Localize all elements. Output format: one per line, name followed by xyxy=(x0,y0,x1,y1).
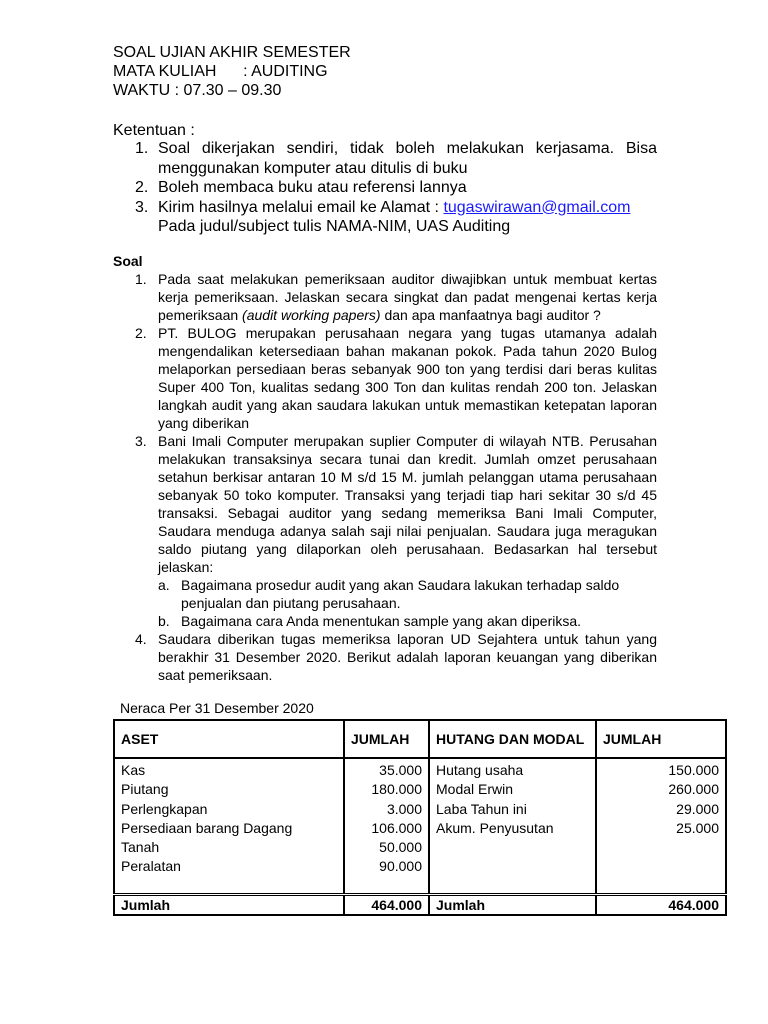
liability-item: Modal Erwin xyxy=(436,781,514,798)
question-number: 3. xyxy=(135,433,147,449)
aset-item: Persediaan barang Dagang xyxy=(121,819,293,836)
ketentuan-item xyxy=(135,139,657,178)
exam-title: SOAL UJIAN AKHIR SEMESTER xyxy=(113,44,351,61)
question-number: 1. xyxy=(135,271,147,287)
liabilities-column xyxy=(429,758,596,895)
aset-value: 106.000 xyxy=(371,819,422,836)
liabilities-values-column xyxy=(596,758,726,895)
aset-item: Tanah xyxy=(121,839,160,856)
item-number: 2. xyxy=(135,179,149,196)
question-text: Pada saat melakukan pemeriksaan auditor diwajibkan untuk membuat kertas kerja pemeriksaan. Jelaskan secara singkat dan padat mengenai kertas kerja pemeriksaan xyxy=(158,271,657,323)
soal-heading: Soal xyxy=(113,253,143,269)
item-text: Boleh membaca buku atau referensi lannya xyxy=(158,179,467,196)
aset-value: 3.000 xyxy=(386,800,422,817)
question-text: Bani Imali Computer merupakan suplier Computer di wilayah NTB. Perusahan melakukan transaksinya secara tunai dan kredit. Jumlah omzet perusahaan setahun berkisar antaran 10 M s/d 15 M. jumlah pelanggan utama perusahaan sebanyak 50 toko komputer. Transaksi yang terjadi tiap hari sekitar 30 s/d 45 transaksi. Sebagai auditor yang sedang memeriksa Bani Imali Computer, Saudara menduga adanya salah saji nilai penjualan. Saudara juga meragukan saldo piutang yang dilaporkan oleh perusahaan. Bedasarkan hal tersebut jelaskan: xyxy=(158,433,657,575)
liability-value: 25.000 xyxy=(676,819,719,836)
sub-question-letter: a. xyxy=(158,577,170,593)
question-4 xyxy=(135,630,657,684)
question-2 xyxy=(135,324,657,432)
question-3 xyxy=(135,432,657,630)
ketentuan-item xyxy=(135,178,657,198)
liability-item: Hutang usaha xyxy=(436,762,524,778)
aset-item: Perlengkapan xyxy=(121,800,208,817)
header-jumlah: JUMLAH xyxy=(596,720,726,758)
liability-item: Akum. Penyusutan xyxy=(436,819,554,836)
aset-values-column xyxy=(344,758,429,895)
liability-item: Laba Tahun ini xyxy=(436,800,527,817)
question-number: 4. xyxy=(135,631,147,647)
item-text: Pada judul/subject tulis NAMA-NIM, UAS Auditing xyxy=(158,218,511,235)
question-text: Saudara diberikan tugas memeriksa laporan UD Sejahtera untuk tahun yang berakhir 31 Desember 2020. Berikut adalah laporan keuangan yang diberikan saat pemeriksaan. xyxy=(158,631,657,683)
total-label-right: Jumlah xyxy=(429,895,596,916)
course-line: MATA KULIAH : AUDITING xyxy=(113,63,328,80)
table-body-row xyxy=(114,758,726,895)
item-text: Kirim hasilnya melalui email ke Alamat : xyxy=(158,198,444,216)
item-number: 1. xyxy=(135,140,149,157)
item-text: Soal dikerjakan sendiri, tidak boleh melakukan kerjasama. Bisa menggunakan komputer atau ditulis di buku xyxy=(158,140,657,177)
liability-value: 260.000 xyxy=(668,781,719,798)
liability-value: 29.000 xyxy=(676,800,719,817)
aset-item: Peralatan xyxy=(121,858,181,875)
liability-value: 150.000 xyxy=(668,762,719,778)
ketentuan-list xyxy=(135,139,657,237)
sub-question-a xyxy=(158,576,657,612)
balance-sheet-title: Neraca Per 31 Desember 2020 xyxy=(120,700,314,716)
total-label-left: Jumlah xyxy=(114,895,344,916)
sub-question-b xyxy=(158,612,657,630)
question-number: 2. xyxy=(135,325,147,341)
balance-sheet-table xyxy=(113,719,727,916)
sub-question-text: Bagaimana prosedur audit yang akan Saudara lakukan terhadap saldo penjualan dan piutang perusahaan. xyxy=(181,577,620,611)
total-value-left: 464.000 xyxy=(344,895,429,916)
item-number: 3. xyxy=(135,198,149,216)
question-italic-term: (audit working papers) xyxy=(242,307,381,323)
aset-value: 90.000 xyxy=(379,858,422,875)
aset-column xyxy=(114,758,344,895)
aset-value: 50.000 xyxy=(379,839,422,856)
header-aset: ASET xyxy=(114,720,344,758)
aset-item: Piutang xyxy=(121,781,169,798)
sub-question-letter: b. xyxy=(158,613,170,629)
aset-value: 180.000 xyxy=(371,781,422,798)
question-text: PT. BULOG merupakan perusahaan negara yang tugas utamanya adalah mengendalikan ketersediaan bahan makanan pokok. Pada tahun 2020 Bulog melaporkan persediaan beras sebanyak 900 ton yang terdisi dari beras kulitas Super 400 Ton, kualitas sedang 300 Ton dan kulitas rendah 200 ton. Jelaskan langkah audit yang akan saudara lakukan untuk memastikan ketepatan laporan yang diberikan xyxy=(158,325,657,431)
ketentuan-item xyxy=(135,198,657,237)
time-line: WAKTU : 07.30 – 09.30 xyxy=(113,82,282,99)
aset-value: 35.000 xyxy=(379,762,422,778)
question-list xyxy=(135,270,657,684)
ketentuan-label: Ketentuan : xyxy=(113,122,195,139)
aset-item: Kas xyxy=(121,762,146,778)
table-header-row xyxy=(114,720,726,758)
question-text: dan apa manfaatnya bagi auditor ? xyxy=(380,307,601,323)
table-total-row xyxy=(114,895,726,916)
header-jumlah: JUMLAH xyxy=(344,720,429,758)
sub-question-text: Bagaimana cara Anda menentukan sample yang akan diperiksa. xyxy=(181,613,582,629)
email-link[interactable]: tugaswirawan@gmail.com xyxy=(443,198,631,216)
question-1 xyxy=(135,270,657,324)
total-value-right: 464.000 xyxy=(596,895,726,916)
header-hutang-modal: HUTANG DAN MODAL xyxy=(429,720,596,758)
